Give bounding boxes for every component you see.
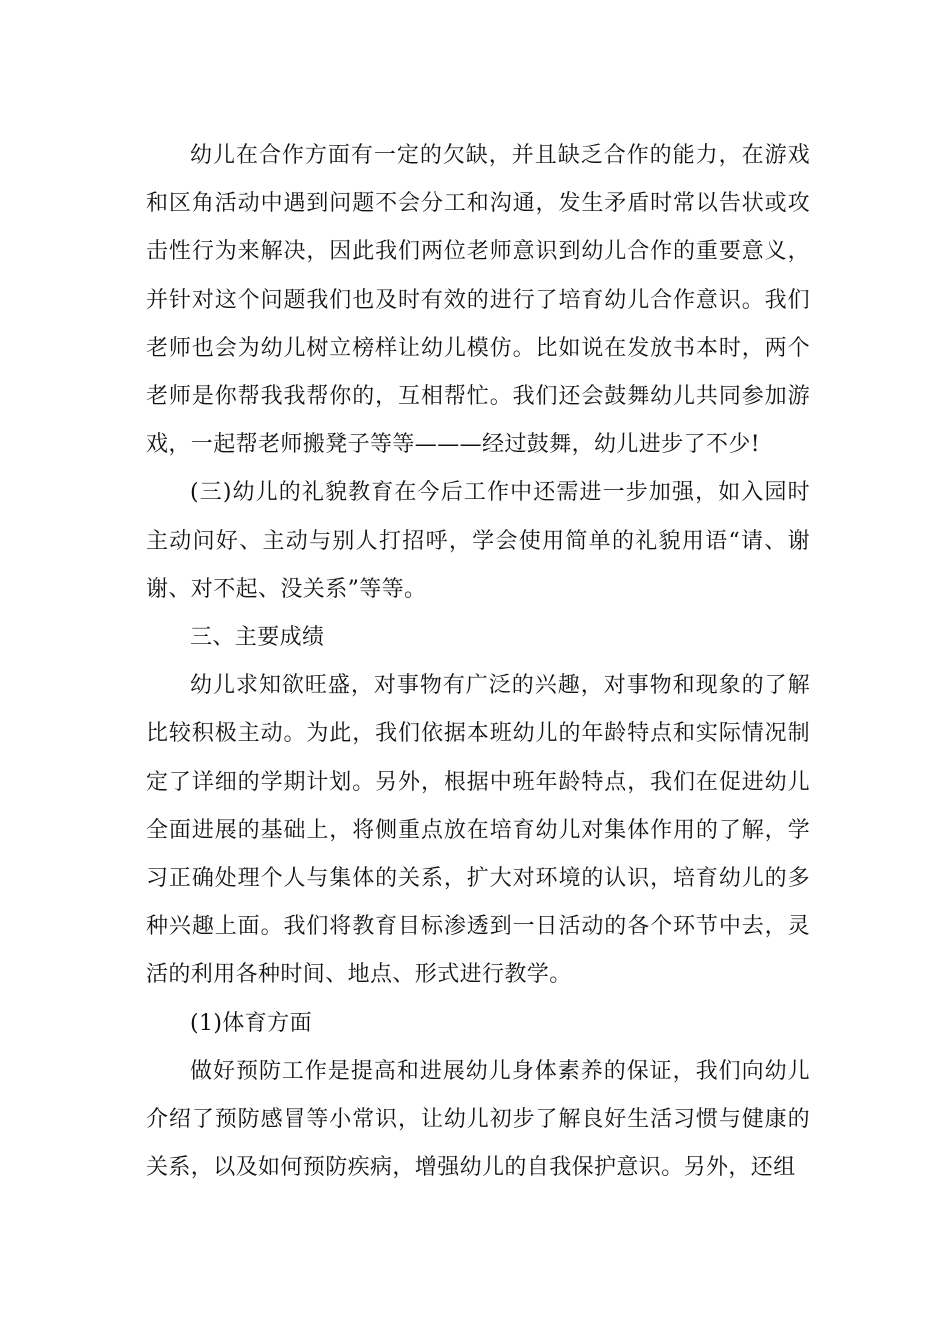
section-heading-main-achievements: 三、主要成绩 xyxy=(190,625,325,651)
subheading-physical-education: (1)体育方面 xyxy=(190,1010,312,1036)
paragraph-courtesy-education: (三)幼儿的礼貌教育在今后工作中还需进一步加强，如入园时主动问好、主动与别人打招呼，学会使用简单的礼貌用语“请、谢谢、对不起、没关系”等等。 xyxy=(146,480,810,602)
paragraph-achievements: 幼儿求知欲旺盛，对事物有广泛的兴趣，对事物和现象的了解比较积极主动。为此，我们依据本班幼儿的年龄特点和实际情况制定了详细的学期计划。另外，根据中班年龄特点，我们在促进幼儿全面进展的基础上，将侧重点放在培育幼儿对集体作用的了解，学习正确处理个人与集体的关系，扩大对环境的认识，培育幼儿的多种兴趣上面。我们将教育目标渗透到一日活动的各个环节中去，灵活的利用各种时间、地点、形式进行教学。 xyxy=(146,673,810,988)
document-page xyxy=(146,132,810,1192)
paragraph-physical-education: 做好预防工作是提高和进展幼儿身体素养的保证，我们向幼儿介绍了预防感冒等小常识，让幼儿初步了解良好生活习惯与健康的关系，以及如何预防疾病，增强幼儿的自我保护意识。另外，还组 xyxy=(146,1058,810,1181)
paragraph-cooperation: 幼儿在合作方面有一定的欠缺，并且缺乏合作的能力，在游戏和区角活动中遇到问题不会分工和沟通，发生矛盾时常以告状或攻击性行为来解决，因此我们两位老师意识到幼儿合作的重要意义，并针对这个问题我们也及时有效的进行了培育幼儿合作意识。我们老师也会为幼儿树立榜样让幼儿模仿。比如说在发放书本时，两个老师是你帮我我帮你的，互相帮忙。我们还会鼓舞幼儿共同参加游戏，一起帮老师搬凳子等等———经过鼓舞，幼儿进步了不少! xyxy=(146,143,810,458)
